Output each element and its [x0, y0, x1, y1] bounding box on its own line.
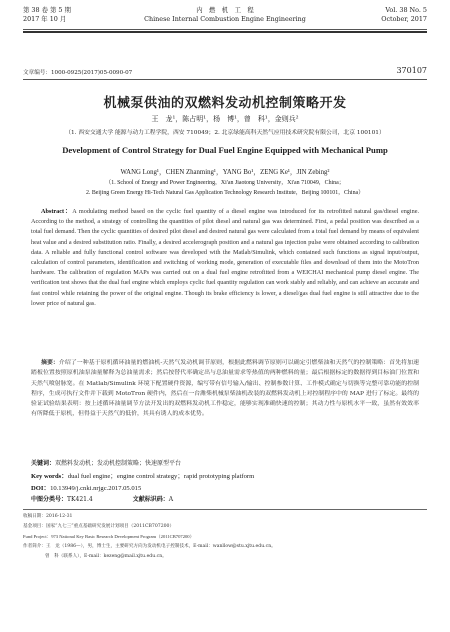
doc-code-value: A — [168, 496, 174, 503]
header-divider-thin — [23, 29, 427, 30]
abstract-cn — [31, 358, 419, 420]
abstract-text: A modulating method based on the cyclic fuel quantity of a diesel engine was introduced for its retrofitted natural gas/diesel engine. According to the method, a strategy of controlling the quantities of pilot diesel and natural gas was determined. First, a pedal position was described as a total fuel demand. Then the cyclic quantities of desired pilot diesel and desired natural gas were calculated from a total fuel demand by means of equivalent heat value and a desired substitution ratio. Finally, a desired accelerograph position and a natural gas injection pulse were obtained according to calibration data. A reliable and fully functional control software was developed with the Matlab/Simulink, which contained such functions as signal input/output, calculation of control parameters, identification and switching of working mode, generation of executable files and download of them into the MotoTron hardware. The calibration of regulation MAPs was carried out on a dual fuel engine retrofitted from a WEICHAI mechanical pump diesel engine. The verification test shows that the dual fuel engine which employs cyclic fuel quantity regulation can work stably and reliably, and can achieve an accurate and fast control while retaining the power of the original engine. Though its brake efficiency is lower, a diesel/gas dual fuel engine is still attractive due to the lower price of natural gas. — [31, 208, 419, 307]
volume-issue-en: Vol. 38 No. 5 — [385, 6, 427, 14]
affiliation-en-2: 2. Beijing Green Energy Hi-Tech Natural Gas Application Technology Research Institute，Beijing 100101，China） — [85, 190, 365, 196]
authors-en: WANG Long¹，CHEN Zhanming¹，YANG Bo¹，ZENG Ke¹，JIN Zebing² — [120, 169, 330, 176]
journal-name-en: Chinese Internal Combustion Engine Engineering — [144, 15, 306, 23]
classification-line — [31, 494, 419, 503]
footnote-author: 作者简介：王 龙（1986—），男，博士生，主要研究方向为发动机电子控制技术，E-mail：wanllow@stu.xjtu.edu.cn。 — [23, 544, 276, 549]
doi-label: DOI： — [31, 485, 51, 492]
article-divider — [23, 79, 427, 80]
article-number-line: 文章编号：1000-0925(2017)05-0090-07 — [23, 70, 133, 76]
keywords-en-label: Key words： — [31, 473, 68, 480]
date-cn: 2017 年 10 月 — [23, 15, 67, 23]
journal-name-cn: 内 燃 机 工 程 — [196, 6, 254, 14]
affiliation-en — [0, 178, 450, 198]
title-cn: 机械泵供油的双燃料发动机控制策略开发 — [103, 96, 347, 111]
footnote-received: 收稿日期：2016-12-31 — [23, 514, 73, 519]
affiliation-en-1: （1. School of Energy and Power Engineering，Xi'an Jiaotong University，Xi'an 710049，China； — [105, 180, 345, 186]
keywords-cn — [31, 458, 419, 467]
affiliation-cn: （1. 西安交通大学 能源与动力工程学院，西安 710049；2. 北京绿能高科天然气应用技术研究院有限公司，北京 100101） — [65, 130, 385, 136]
header-right — [381, 6, 427, 24]
volume-issue-cn: 第 38 卷 第 5 期 — [23, 6, 71, 14]
article-id: 370107 — [396, 66, 427, 75]
title-en: Development of Control Strategy for Dual Fuel Engine Equipped with Mechanical Pump — [62, 145, 388, 155]
clc-label: 中图分类号： — [31, 496, 68, 503]
clc-value: TK421.4 — [67, 496, 93, 503]
keywords-cn-label: 关键词： — [31, 460, 56, 467]
footnote-corresponding: 曾 科（联系人），E-mail：kezeng@mail.xjtu.edu.cn。 — [45, 554, 167, 559]
abstract-cn-text: 介绍了一种基于原机循环油量的燃油机-天然气发动机调节原则，根据此燃料调节原则可以确定引燃柴油和天然气的控制策略：首先将加速踏板位置按照原机油泵油量解释为总油量需求；然后按替代率确定出与总油量需求等热值的两种燃料的量；最后根据标定的数据得到目标油门位置和天然气喷射脉宽。在 Matlab/Simulink 环境下配置硬件资源，编写带有信号输入/输出、控制参数计算、工作模式确定与切换等完整可靠功能的控制程序，生成可执行文件并下载到 MotoTron 硬件内，然后在一台潍柴机械泵柴油机改装的双燃料发动机上对控制程序中的 MAP 进行了标定。最终的验证试验结果表明：按上述循环油量调节方法开发出的双燃料发动机工作稳定，能够实现准确快速的控制；其动力性与原机水平一致，虽然有效效率有所降低于原机，但得益于天然气的低价，其具有诱人的成本优势。 — [31, 360, 419, 418]
keywords-en — [31, 470, 419, 480]
doi-line — [31, 482, 419, 492]
keywords-cn-text: 双燃料发动机；发动机控制策略；快速原型平台 — [55, 460, 182, 467]
footnote-fund-en: Fund Project：973 National Key Basic Research Development Program（2011CB707200） — [23, 534, 195, 539]
running-header — [0, 6, 450, 46]
header-divider-thick — [23, 31, 427, 33]
keywords-en-text: dual fuel engine；engine control strategy；rapid prototyping platform — [67, 473, 255, 480]
footnote-fund-cn: 基金项目：国家“九七三”重点基础研究发展计划项目（2011CB707200） — [23, 524, 175, 529]
abstract-label: Abstract： — [41, 208, 73, 215]
doc-code-label: 文献标识码： — [132, 496, 169, 503]
footnote-divider — [23, 509, 427, 510]
date-en: October, 2017 — [381, 15, 427, 23]
doi-value: 10.13949/j.cnki.nrjgc.2017.05.015 — [50, 485, 142, 492]
authors-cn: 王 龙¹，陈占明¹，杨 博¹，曾 科¹，金则兵² — [151, 115, 299, 123]
abstract-en — [31, 207, 419, 309]
abstract-cn-label: 摘要： — [41, 359, 59, 366]
